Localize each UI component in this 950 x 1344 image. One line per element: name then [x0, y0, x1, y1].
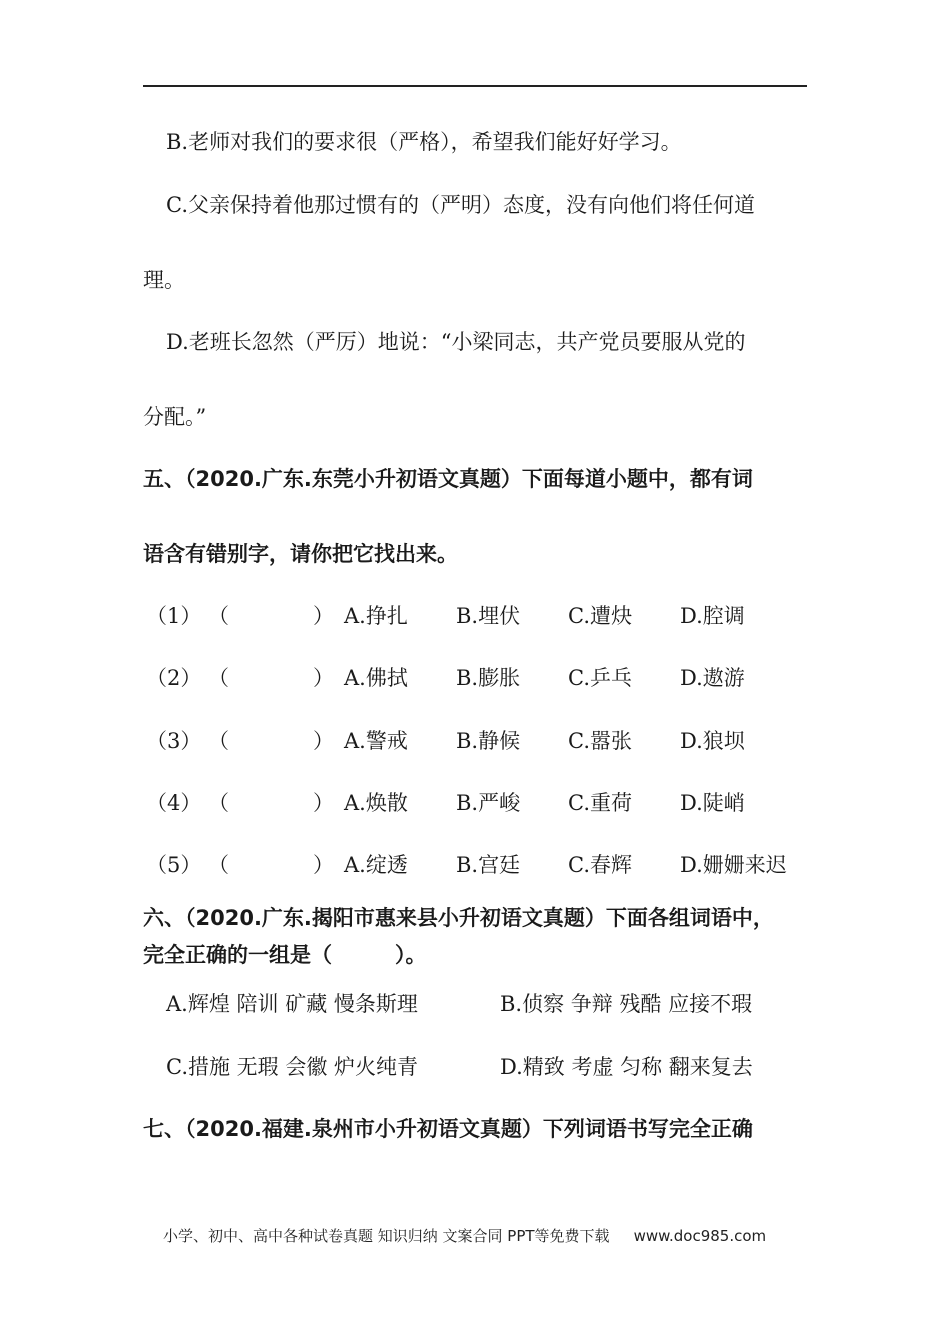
choice-c: C.遭炔: [568, 604, 632, 628]
footer-url[interactable]: www.doc985.com: [633, 1227, 767, 1245]
row-number: （1）: [146, 604, 202, 628]
choice-a: A.佛拭: [344, 666, 408, 690]
question-5-title-line1: 五、（2020.广东.东莞小升初语文真题）下面每道小题中，都有词: [143, 467, 753, 491]
page-footer: [163, 1226, 766, 1246]
answer-blank: （ ）: [208, 729, 334, 753]
question-5-title-line2: 语含有错别字，请你把它找出来。: [143, 542, 458, 566]
choice-b: B.静候: [456, 729, 521, 753]
choice-d: D.陡峭: [680, 791, 745, 815]
question-6-title-line1: 六、（2020.广东.揭阳市惠来县小升初语文真题）下面各组词语中，: [143, 906, 774, 930]
question-6-option-d: D.精致 考虚 匀称 翻来复去: [500, 1055, 753, 1079]
choice-c: C.乒乓: [568, 666, 632, 690]
choice-a: A.警戒: [344, 729, 408, 753]
option-d-text-line1: D.老班长忽然（严厉）地说：“小梁同志，共产党员要服从党的: [166, 330, 746, 354]
option-c-text-line2: 理。: [143, 268, 185, 292]
row-number: （5）: [146, 853, 202, 877]
answer-blank: （ ）: [208, 666, 334, 690]
question-6-option-b: B.侦察 争辩 残酷 应接不瑕: [500, 992, 753, 1016]
choice-a: A.挣扎: [344, 604, 408, 628]
choice-c: C.春辉: [568, 853, 632, 877]
answer-blank: （ ）: [208, 791, 334, 815]
question-7-title-line1: 七、（2020.福建.泉州市小升初语文真题）下列词语书写完全正确: [143, 1117, 753, 1141]
row-number: （2）: [146, 666, 202, 690]
choice-a: A.绽透: [344, 853, 408, 877]
choice-a: A.焕散: [344, 791, 408, 815]
row-number: （3）: [146, 729, 202, 753]
choice-b: B.宫廷: [456, 853, 521, 877]
choice-d: D.姗姗来迟: [680, 853, 787, 877]
choice-d: D.狼坝: [680, 729, 745, 753]
question-6-option-c: C.措施 无瑕 会徽 炉火纯青: [166, 1055, 419, 1079]
question-6-title-line2: 完全正确的一组是（ ）。: [143, 943, 427, 967]
choice-d: D.遨游: [680, 666, 745, 690]
answer-blank: （ ）: [208, 853, 334, 877]
choice-b: B.膨胀: [456, 666, 521, 690]
header-rule: [143, 85, 807, 87]
question-6-option-a: A.辉煌 陪训 矿藏 慢条斯理: [166, 992, 418, 1016]
choice-d: D.腔调: [680, 604, 745, 628]
choice-c: C.重荷: [568, 791, 632, 815]
answer-blank: （ ）: [208, 604, 334, 628]
choice-b: B.埋伏: [456, 604, 521, 628]
option-c-text-line1: C.父亲保持着他那过惯有的（严明）态度，没有向他们将任何道: [166, 193, 755, 217]
option-b-text: B.老师对我们的要求很（严格），希望我们能好好学习。: [166, 130, 682, 154]
option-d-text-line2: 分配。”: [143, 405, 207, 429]
row-number: （4）: [146, 791, 202, 815]
choice-c: C.嚣张: [568, 729, 632, 753]
choice-b: B.严峻: [456, 791, 521, 815]
footer-text: 小学、初中、高中各种试卷真题 知识归纳 文案合同 PPT等免费下载: [163, 1227, 610, 1245]
